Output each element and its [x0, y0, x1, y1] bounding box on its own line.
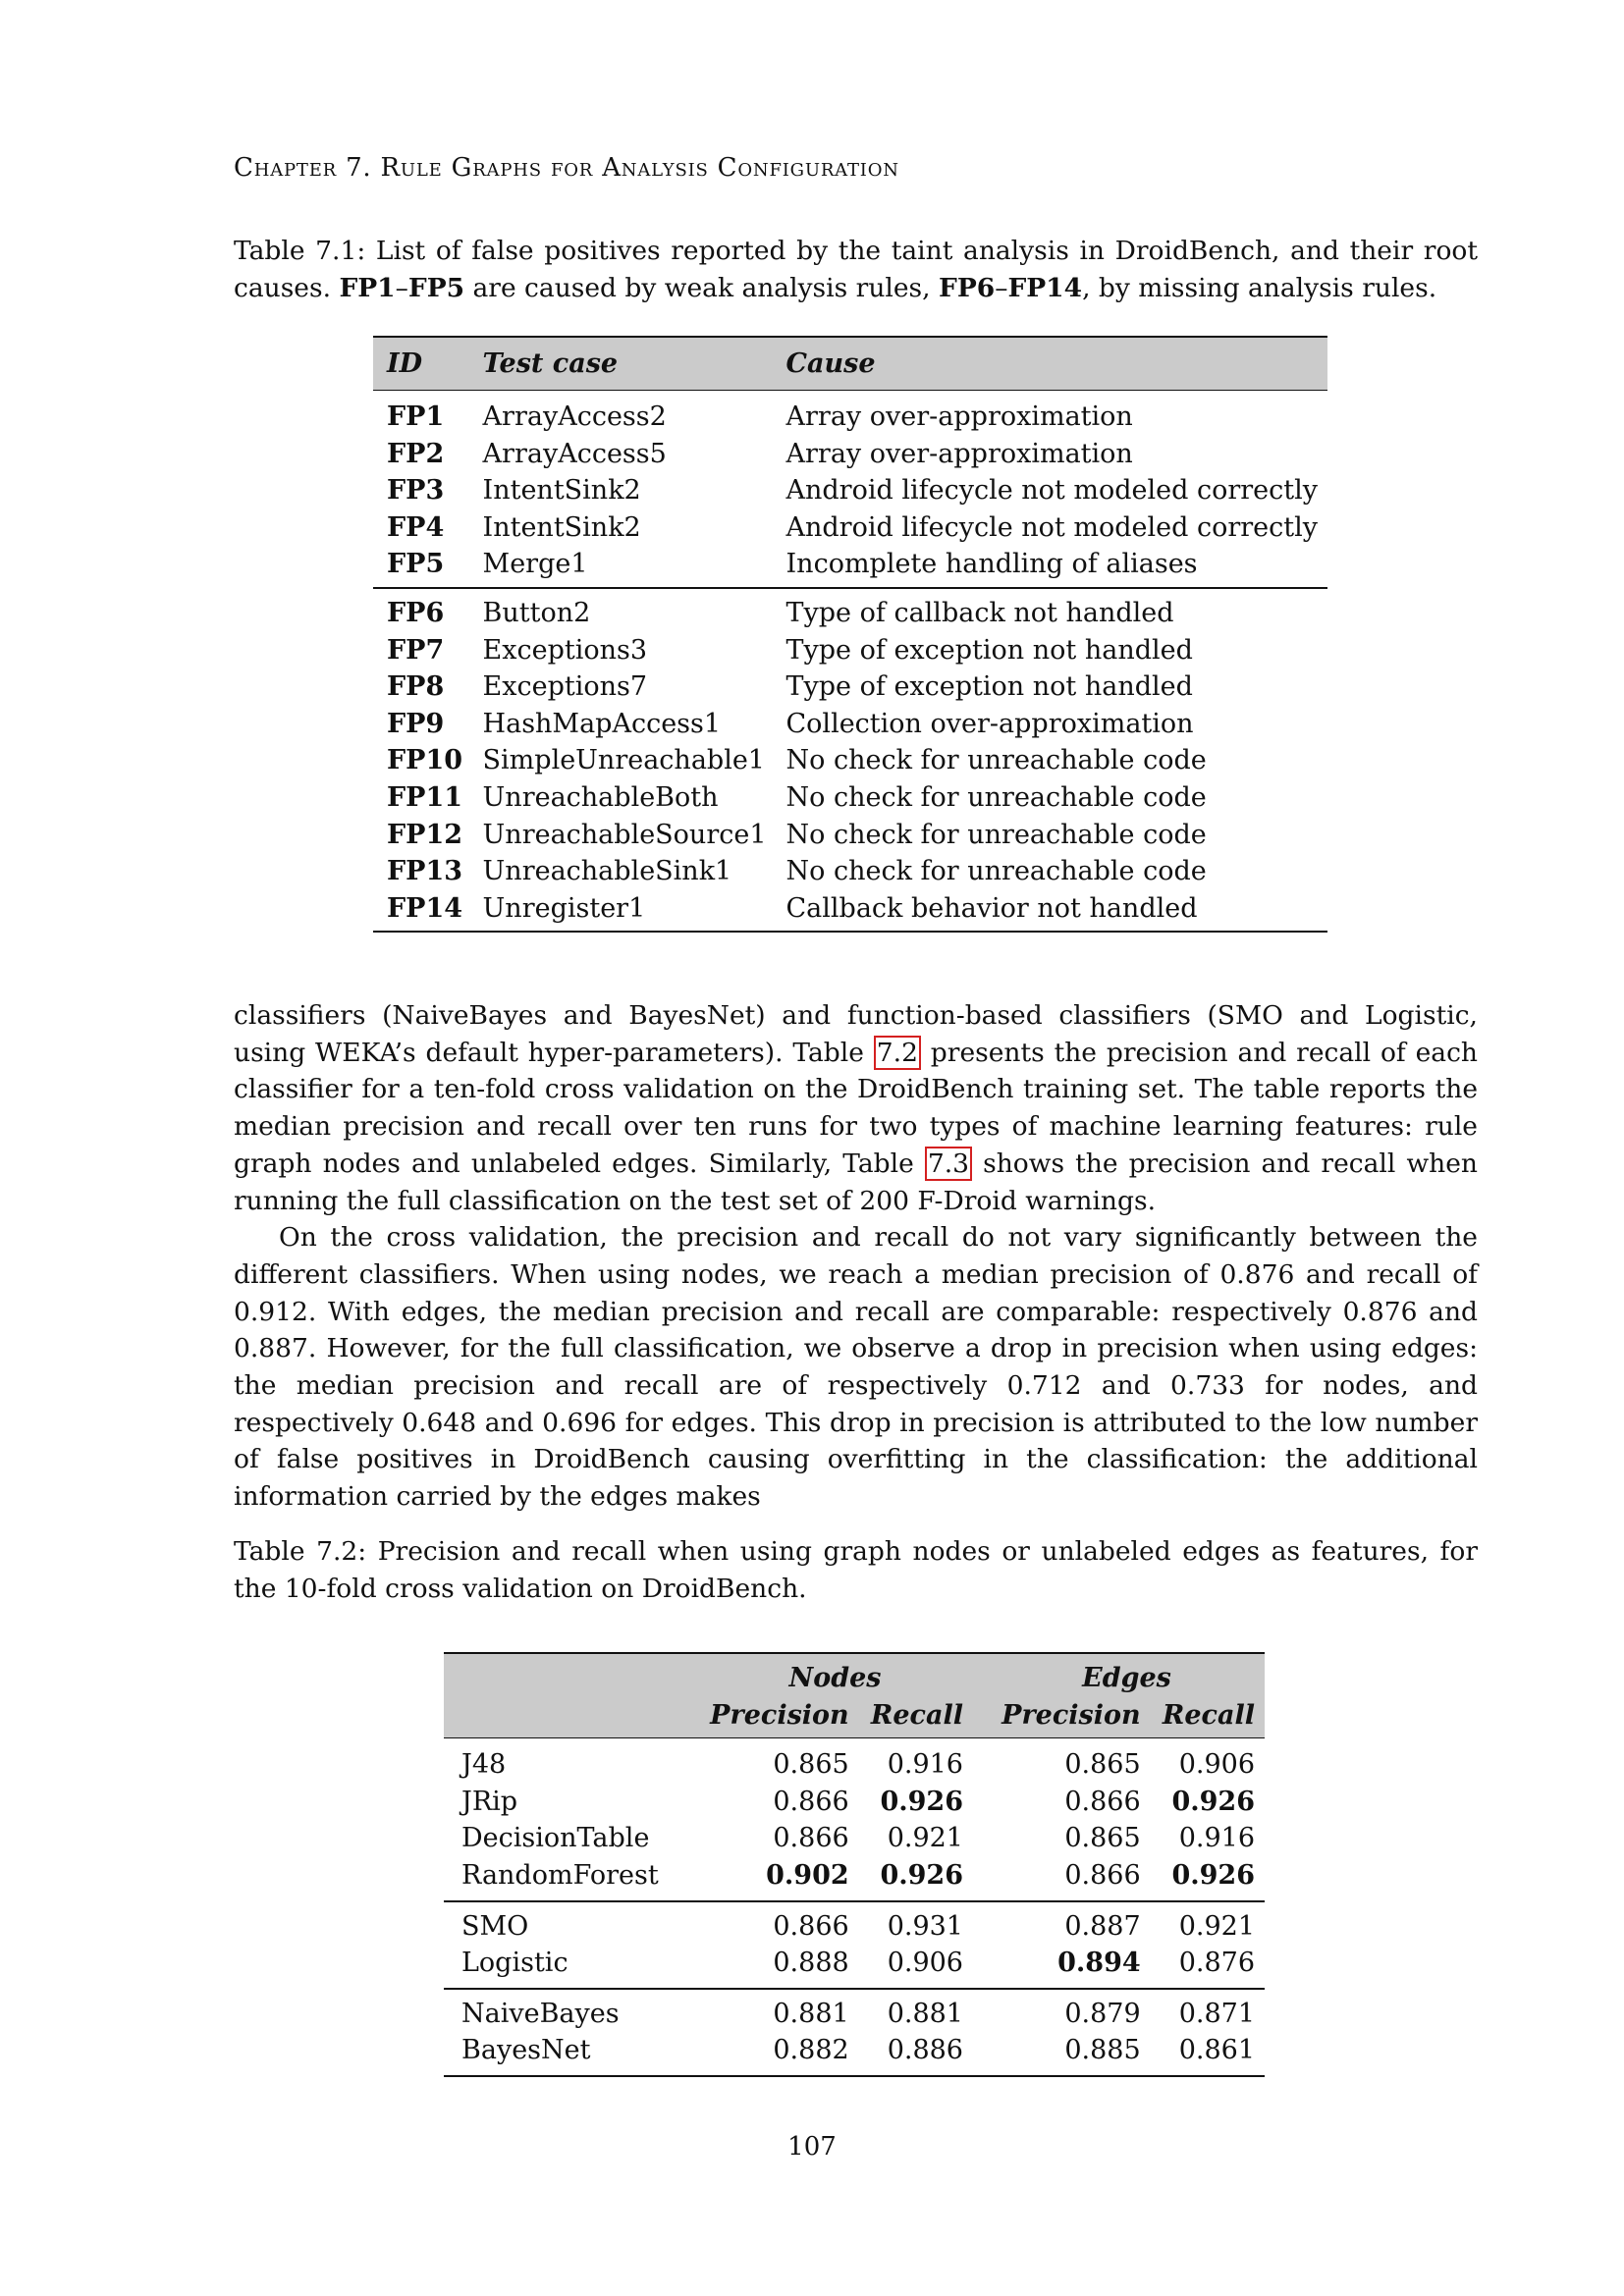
- running-header: Chapter 7. Rule Graphs for Analysis Configuration: [234, 153, 899, 183]
- metric-cell: 0.926: [1171, 1786, 1255, 1817]
- table-row: [444, 1945, 1265, 1989]
- table-cell: FP8: [387, 671, 445, 703]
- table-row: [373, 890, 1327, 933]
- page-number: 107: [787, 2132, 837, 2162]
- column-header: Recall: [1151, 1697, 1265, 1738]
- caption-bold: FP14: [1007, 272, 1083, 303]
- table-row: [373, 706, 1327, 743]
- metric-cell: 0.866: [773, 1910, 849, 1942]
- table-cell: No check for unreachable code: [785, 856, 1207, 887]
- metric-cell: 0.866: [773, 1823, 849, 1854]
- table-cell: HashMapAccess1: [482, 708, 722, 739]
- text-span: classifiers (NaiveBayes and BayesNet) and function-based classifiers (SMO and Logistic, using WEKA’s default hyper-parameters). Table: [234, 1000, 1478, 1068]
- metric-cell: 0.885: [989, 2032, 1151, 2076]
- table-row: [373, 779, 1327, 817]
- table-cell: FP13: [387, 856, 463, 887]
- table-row: [373, 588, 1327, 632]
- table-cell: Array over-approximation: [785, 401, 1133, 432]
- table-cell: UnreachableSink1: [482, 856, 732, 887]
- metric-cell: 0.926: [1151, 1857, 1265, 1901]
- metric-cell: 0.916: [1178, 1823, 1255, 1854]
- paragraph: [234, 997, 1478, 1219]
- table-cell: UnreachableSource1: [482, 819, 767, 850]
- metric-cell: 0.866: [773, 1786, 849, 1817]
- table-cell: Android lifecycle not modeled correctly: [785, 511, 1318, 543]
- metric-cell: 0.887: [1064, 1910, 1141, 1942]
- precision-recall-table: [444, 1652, 1265, 2077]
- table-cell: Incomplete handling of aliases: [777, 546, 1327, 588]
- table-cell: No check for unreachable code: [785, 781, 1207, 813]
- caption-text: are caused by weak analysis rules,: [464, 272, 939, 303]
- metric-cell: 0.871: [1178, 1998, 1255, 2029]
- column-header: Recall: [859, 1697, 973, 1738]
- table-row: [444, 1738, 1265, 1784]
- metric-cell: 0.866: [989, 1857, 1151, 1901]
- table-cell: Merge1: [473, 546, 777, 588]
- table-row: [444, 2032, 1265, 2076]
- table-row: [444, 1989, 1265, 2033]
- table2-caption: Table 7.2: Precision and recall when using graph nodes or unlabeled edges as features, for the 10-fold cross validation on DroidBench.: [234, 1536, 1478, 1604]
- table-cell: FP11: [387, 781, 463, 813]
- false-positives-table: [373, 336, 1327, 933]
- classifier-name: RandomForest: [444, 1857, 697, 1901]
- metric-cell: 0.931: [887, 1910, 963, 1942]
- table-cell: FP4: [387, 511, 445, 543]
- classifier-name: NaiveBayes: [461, 1998, 620, 2029]
- table-cell: FP2: [387, 438, 445, 469]
- table-cell: Exceptions3: [482, 634, 648, 666]
- paragraph: On the cross validation, the precision and recall do not vary significantly between the different classifiers. When using nodes, we reach a median precision of 0.876 and recall of 0.912. With edges, the median precision and recall are comparable: respectively 0.876 and 0.887. However, for the full classification, we observe a drop in precision when using edges: the median precision and recall are of respectively 0.712 and 0.733 for nodes, and respectively 0.648 and 0.696 for edges. This drop in precision is attributed to the low number of false positives in DroidBench causing overfitting in the classification: the additional information carried by the edges makes: [234, 1222, 1478, 1513]
- classifier-name: SMO: [461, 1910, 529, 1942]
- table-row: [373, 853, 1327, 890]
- caption-bold: FP1: [339, 272, 396, 303]
- column-header: Precision: [989, 1697, 1151, 1738]
- group-header-row: [444, 1653, 1265, 1697]
- metric-cell: 0.888: [697, 1945, 859, 1989]
- metric-cell: 0.921: [1178, 1910, 1255, 1942]
- table1-caption: [234, 233, 1478, 306]
- caption-bold: FP5: [407, 272, 465, 303]
- table-cell: Button2: [482, 597, 591, 628]
- table-cell: ArrayAccess5: [482, 438, 667, 469]
- metric-cell: 0.916: [887, 1749, 963, 1781]
- table-cell: FP1: [387, 401, 445, 432]
- metric-cell: 0.882: [697, 2032, 859, 2076]
- metric-cell: 0.926: [880, 1786, 963, 1817]
- table-cell: IntentSink2: [482, 475, 641, 507]
- metric-cell: 0.881: [887, 1998, 963, 2029]
- classifier-name: DecisionTable: [461, 1823, 650, 1854]
- classifier-name: BayesNet: [444, 2032, 697, 2076]
- column-header: Precision: [697, 1697, 859, 1738]
- subheader-row: [444, 1697, 1265, 1738]
- table-row: [373, 546, 1327, 588]
- table-row: [444, 1820, 1265, 1857]
- caption-text: Table 7.1: List of false positives reported by the taint analysis in DroidBench, and their root causes.: [234, 236, 1478, 303]
- table-row: [373, 509, 1327, 547]
- group-header: Edges: [989, 1653, 1265, 1697]
- table-row: [373, 472, 1327, 509]
- column-header: Test case: [473, 337, 777, 391]
- table-cell: Type of exception not handled: [785, 671, 1193, 703]
- metric-cell: 0.865: [1064, 1749, 1141, 1781]
- table-cell: Callback behavior not handled: [777, 890, 1327, 933]
- table-cell: Array over-approximation: [785, 438, 1133, 469]
- column-header: ID: [373, 337, 473, 391]
- classifier-name: JRip: [461, 1786, 518, 1817]
- metric-cell: 0.894: [989, 1945, 1151, 1989]
- table-cell: Exceptions7: [482, 671, 648, 703]
- table-cell: No check for unreachable code: [785, 819, 1207, 850]
- table-row: [444, 1857, 1265, 1901]
- table-ref-link[interactable]: 7.2: [874, 1036, 921, 1070]
- metric-cell: 0.881: [773, 1998, 849, 2029]
- caption-bold: FP6: [939, 272, 996, 303]
- table-header-row: [373, 337, 1327, 391]
- metric-cell: 0.902: [697, 1857, 859, 1901]
- table-ref-link[interactable]: 7.3: [925, 1147, 972, 1181]
- table-cell: Type of callback not handled: [785, 597, 1174, 628]
- metric-cell: 0.886: [859, 2032, 973, 2076]
- table-row: [373, 742, 1327, 779]
- metric-cell: 0.926: [859, 1857, 973, 1901]
- table-row: [373, 436, 1327, 473]
- column-header: Cause: [777, 337, 1327, 391]
- table-cell: FP5: [373, 546, 473, 588]
- table-cell: ArrayAccess2: [482, 401, 667, 432]
- table-cell: FP12: [387, 819, 463, 850]
- table-cell: Collection over-approximation: [785, 708, 1194, 739]
- table-cell: FP3: [387, 475, 445, 507]
- text-span: shows the precision and recall when running the full classification on the test set of 200 F-Droid warnings.: [234, 1148, 1478, 1216]
- text-span: presents the precision and recall of each classifier for a ten-fold cross validation on the DroidBench training set. The table reports the median precision and recall over ten runs for two types of machine learning features: rule graph nodes and unlabeled edges. Similarly, Table: [234, 1037, 1478, 1179]
- body-text: [234, 997, 1478, 1516]
- table-row: [444, 1901, 1265, 1946]
- metric-cell: 0.866: [1064, 1786, 1141, 1817]
- classifier-name: Logistic: [444, 1945, 697, 1989]
- metric-cell: 0.861: [1151, 2032, 1265, 2076]
- metric-cell: 0.906: [859, 1945, 973, 1989]
- table-cell: SimpleUnreachable1: [482, 745, 765, 776]
- caption-text: , by missing analysis rules.: [1082, 272, 1437, 303]
- caption-dash: –: [995, 272, 1008, 303]
- table-cell: Type of exception not handled: [785, 634, 1193, 666]
- table-cell: FP10: [387, 745, 463, 776]
- metric-cell: 0.906: [1178, 1749, 1255, 1781]
- table-row: [373, 668, 1327, 706]
- table-cell: Android lifecycle not modeled correctly: [785, 475, 1318, 507]
- metric-cell: 0.921: [887, 1823, 963, 1854]
- table-cell: FP7: [387, 634, 445, 666]
- table-cell: FP9: [387, 708, 445, 739]
- table-row: [373, 391, 1327, 436]
- table-row: [373, 817, 1327, 854]
- table-cell: FP6: [387, 597, 445, 628]
- table-cell: Unregister1: [473, 890, 777, 933]
- metric-cell: 0.865: [1064, 1823, 1141, 1854]
- caption-dash: –: [395, 272, 408, 303]
- table-cell: FP14: [373, 890, 473, 933]
- table-cell: IntentSink2: [482, 511, 641, 543]
- metric-cell: 0.865: [773, 1749, 849, 1781]
- group-header: Nodes: [697, 1653, 973, 1697]
- table-cell: No check for unreachable code: [785, 745, 1207, 776]
- classifier-name: J48: [461, 1749, 507, 1781]
- metric-cell: 0.879: [1064, 1998, 1141, 2029]
- metric-cell: 0.876: [1151, 1945, 1265, 1989]
- table-row: [373, 632, 1327, 669]
- table-cell: UnreachableBoth: [482, 781, 719, 813]
- table-row: [444, 1784, 1265, 1821]
